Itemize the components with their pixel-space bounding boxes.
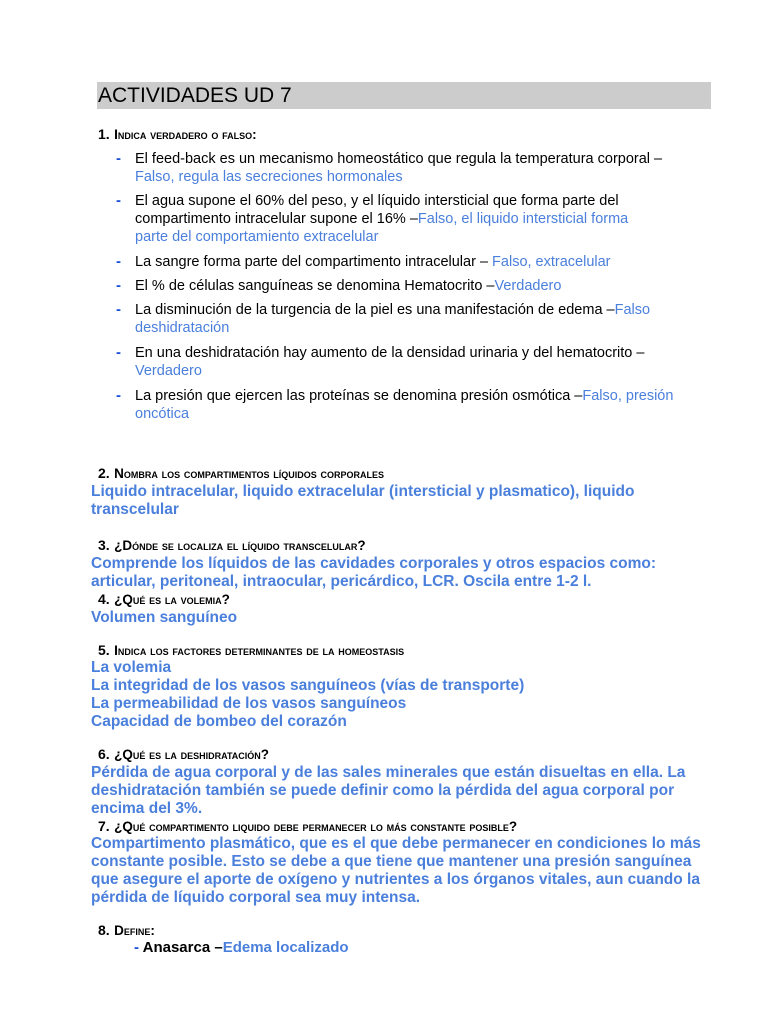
definition-text: Edema localizado bbox=[222, 939, 349, 956]
question-1-header bbox=[98, 126, 257, 144]
item-answer: Verdadero bbox=[494, 278, 562, 294]
bullet-dash: - bbox=[116, 301, 121, 318]
item-text: El agua supone el 60% del peso, y el líquido intersticial que forma parte del compartimento intracelular supone el 16% – bbox=[135, 193, 619, 227]
question-number: 4. bbox=[98, 591, 110, 607]
question-3-header bbox=[98, 537, 366, 555]
answer-text: Volumen sanguíneo bbox=[91, 609, 238, 626]
item-answer: Falso, extracelular bbox=[492, 254, 611, 270]
question-8-header bbox=[98, 922, 155, 940]
bullet-dash: - bbox=[116, 277, 121, 294]
item-text: En una deshidratación hay aumento de la densidad urinaria y del hematocrito – bbox=[135, 345, 645, 361]
answer-line: Capacidad de bombeo del corazón bbox=[91, 713, 347, 730]
question-number: 2. bbox=[98, 465, 110, 481]
question-4-header bbox=[98, 591, 230, 609]
item-text: La disminución de la turgencia de la piel es una manifestación de edema – bbox=[135, 302, 615, 318]
question-heading: ¿Qué es la deshidratación? bbox=[114, 747, 270, 762]
answer-text: Liquido intracelular, liquido extracelular (intersticial y plasmatico), liquido transcelular bbox=[91, 483, 635, 518]
item-text: El feed-back es un mecanismo homeostático que regula la temperatura corporal – bbox=[135, 151, 663, 167]
question-heading: Nombra los compartimentos líquidos corporales bbox=[114, 466, 385, 481]
answer-text: Compartimento plasmático, que es el que debe permanecer en condiciones lo más constante posible. Esto se debe a que tiene que mantener una presión sanguínea que asegure el aporte de oxígeno y nutrientes a los órganos vitales, aun cuando la pérdida de líquido corporal sea muy intensa. bbox=[91, 835, 701, 906]
question-number: 8. bbox=[98, 922, 110, 938]
question-heading: ¿Dónde se localiza el líquido transcelular? bbox=[114, 538, 366, 553]
bullet-dash: - bbox=[116, 387, 121, 404]
answer-list bbox=[91, 659, 721, 731]
item-text: El % de células sanguíneas se denomina Hematocrito – bbox=[135, 278, 495, 294]
item-answer: Falso, regula las secreciones hormonales bbox=[135, 169, 403, 185]
answer-text: Comprende los líquidos de las cavidades corporales y otros espacios como: articular, peritoneal, intraocular, pericárdico, LCR. Oscila entre 1-2 l. bbox=[91, 555, 657, 590]
question-number: 5. bbox=[98, 642, 110, 658]
question-number: 7. bbox=[98, 818, 110, 834]
bullet-dash: - bbox=[134, 939, 139, 956]
item-answer: Falso, presión oncótica bbox=[135, 388, 674, 422]
question-2-header bbox=[98, 465, 384, 483]
title-bar bbox=[97, 82, 711, 109]
item-answer: Verdadero bbox=[135, 363, 202, 379]
item-text: La presión que ejercen las proteínas se denomina presión osmótica – bbox=[135, 388, 583, 404]
bullet-dash: - bbox=[116, 344, 121, 361]
question-5-header bbox=[98, 642, 404, 660]
item-text: La sangre forma parte del compartimento intracelular – bbox=[135, 254, 493, 270]
question-heading: Indica los factores determinantes de la homeostasis bbox=[114, 643, 405, 658]
question-heading: ¿Qué compartimento liquido debe permanecer lo más constante posible? bbox=[114, 819, 518, 834]
bullet-dash: - bbox=[116, 253, 121, 270]
question-heading: ¿Qué es la volemia? bbox=[114, 592, 230, 607]
answer-line: La volemia bbox=[91, 659, 172, 676]
item-answer: Falso, el liquido intersticial forma parte del comportamiento extracelular bbox=[135, 211, 629, 245]
bullet-dash: - bbox=[116, 150, 121, 167]
page-title: ACTIVIDADES UD 7 bbox=[98, 84, 292, 107]
question-6-header bbox=[98, 746, 269, 764]
item-answer: Falso deshidratación bbox=[135, 302, 651, 336]
bullet-dash: - bbox=[116, 192, 121, 209]
question-number: 3. bbox=[98, 537, 110, 553]
answer-line: La integridad de los vasos sanguíneos (vías de transporte) bbox=[91, 677, 525, 694]
question-number: 6. bbox=[98, 746, 110, 762]
question-number: 1. bbox=[98, 126, 110, 142]
answer-text: Pérdida de agua corporal y de las sales minerales que están disueltas en ella. La deshidratación también se puede definir como la pérdida del agua corporal por encima del 3%. bbox=[91, 764, 686, 817]
question-heading: Define: bbox=[114, 923, 155, 938]
question-7-header bbox=[98, 818, 517, 836]
definition-item bbox=[134, 939, 349, 956]
answer-line: La permeabilidad de los vasos sanguíneos bbox=[91, 695, 407, 712]
definition-term: Anasarca – bbox=[142, 939, 223, 956]
question-heading: Indica verdadero o falso: bbox=[114, 127, 257, 142]
